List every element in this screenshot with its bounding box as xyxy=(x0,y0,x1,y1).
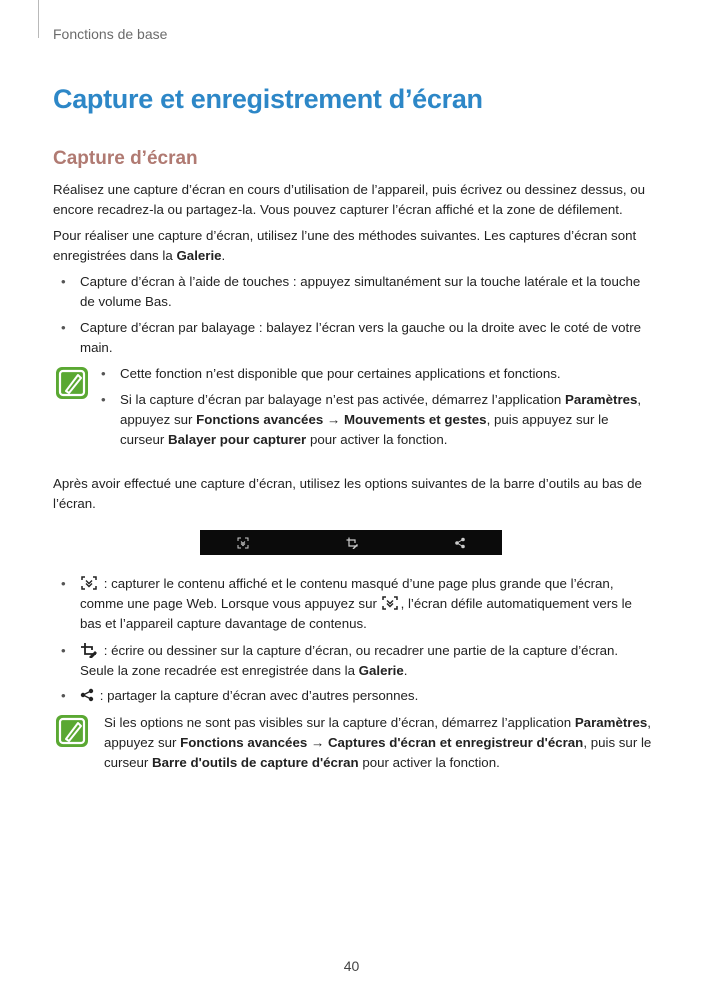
note-item: • Si la capture d’écran par balayage n’est pas activée, démarrez l’application Paramètres, appuyez sur Fonctions avancées → Mouvements et gestes, puis appuyez sur le curseur Balayer pour capturer pour activer la fonction. xyxy=(101,392,642,447)
scroll-capture-icon[interactable] xyxy=(237,537,249,549)
list-item: • : partager la capture d’écran avec d’autres personnes. xyxy=(61,688,419,703)
page-number: 40 xyxy=(343,958,360,974)
list-item: • : écrire ou dessiner sur la capture d’écran, ou recadrer une partie de la capture d’écran. Seule la zone recadrée est enregistrée dans la Galerie. xyxy=(61,643,619,678)
share-icon xyxy=(80,688,94,702)
list-item: • : capturer le contenu affiché et le contenu masqué d’une page plus grande que l’écran, comme une page Web. Lorsque vous appuyez sur , l’écran défile automatiquement vers le bas et l’appareil capture davantage de contenus. xyxy=(61,576,632,631)
scroll-capture-icon xyxy=(80,575,98,591)
page-title: Capture et enregistrement d’écran xyxy=(53,84,483,114)
after-capture-paragraph: Après avoir effectué une capture d’écran, utilisez les options suivantes de la barre d’outils au bas de l’écran. xyxy=(53,476,642,511)
gallery-term: Galerie xyxy=(176,248,222,263)
note-icon xyxy=(55,366,89,400)
screenshot-toolbar xyxy=(200,530,502,555)
section-subtitle: Capture d’écran xyxy=(53,148,198,169)
note-icon xyxy=(55,714,89,748)
methods-paragraph: Pour réaliser une capture d’écran, utilisez l’une des méthodes suivantes. Les captures d’écran sont enregistrées dans la Galerie. xyxy=(53,228,637,263)
scroll-capture-icon xyxy=(381,595,399,611)
intro-paragraph: Réalisez une capture d’écran en cours d’utilisation de l’appareil, puis écrivez ou dessinez dessus, ou encore recadrez-la ou partagez-la. Vous pouvez capturer l’écran affiché et la zone de défilement. xyxy=(53,182,646,217)
note-text: Si les options ne sont pas visibles sur la capture d’écran, démarrez l’application Paramètres, appuyez sur Fonctions avancées → Captures d'écran et enregistreur d'écran, puis sur le curseur Barre d'outils de capture d'écran pour activer la fonction. xyxy=(104,715,652,770)
note-item: • Cette fonction n’est disponible que pour certaines applications et fonctions. xyxy=(101,366,561,381)
page-rule xyxy=(38,0,39,38)
draw-crop-icon xyxy=(80,642,98,658)
list-item: • Capture d’écran par balayage : balayez l’écran vers la gauche ou la droite avec le coté de votre main. xyxy=(61,320,642,355)
list-item: • Capture d’écran à l’aide de touches : appuyez simultanément sur la touche latérale et la touche de volume Bas. xyxy=(61,274,641,309)
section-header: Fonctions de base xyxy=(53,26,168,42)
share-icon[interactable] xyxy=(454,537,466,549)
draw-crop-icon[interactable] xyxy=(346,537,358,549)
